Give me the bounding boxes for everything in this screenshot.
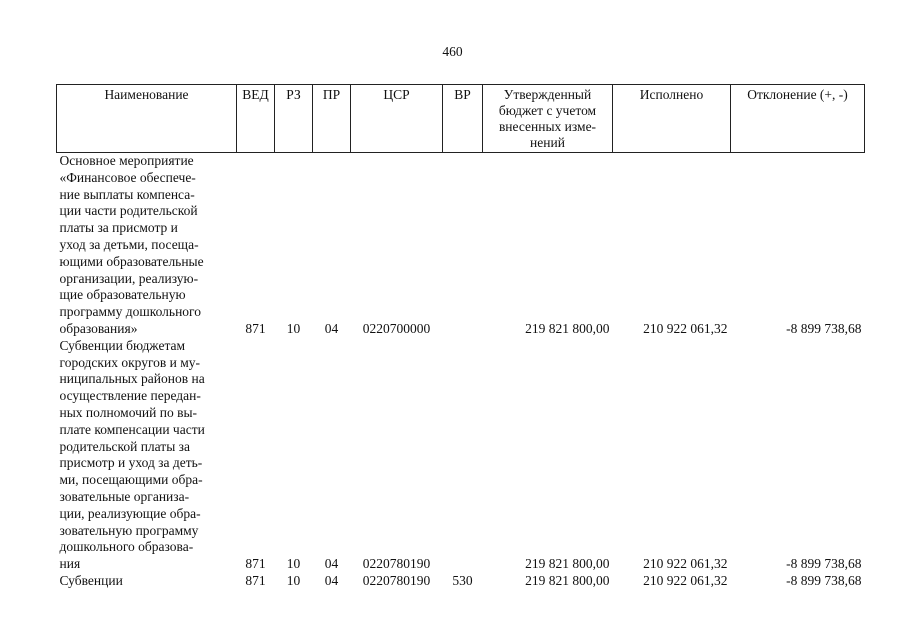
cell-csr: 0220700000 <box>362 320 431 336</box>
name-line: платы за присмотр и <box>59 220 178 236</box>
cell-pr: 04 <box>324 572 339 588</box>
cell-name <box>57 338 237 573</box>
cell-vr <box>443 338 483 573</box>
name-line: присмотр и уход за деть- <box>59 455 203 471</box>
cell-executed: 210 922 061,32 <box>643 572 728 588</box>
name-line: ниципальных районов на <box>59 371 205 387</box>
cell-rz: 10 <box>286 320 301 336</box>
cell-deviation: -8 899 738,68 <box>786 572 862 588</box>
cell-approved: 219 821 800,00 <box>525 572 610 588</box>
name-line: ющими образовательные <box>59 253 204 269</box>
name-line: образования» <box>59 320 138 336</box>
cell-rz: 10 <box>286 572 301 588</box>
name-line: зовательную программу <box>59 522 199 538</box>
name-line: городских округов и му- <box>59 354 201 370</box>
name-line: ции, реализующие обра- <box>59 505 201 521</box>
name-line: ции части родительской <box>59 203 198 219</box>
header-csr: ЦСР <box>351 85 443 153</box>
name-line: зовательные организа- <box>59 488 190 504</box>
name-line: Субвенции бюджетам <box>59 337 186 353</box>
name-line: «Финансовое обеспече- <box>59 169 196 185</box>
table-row <box>57 573 865 590</box>
cell-executed: 210 922 061,32 <box>643 320 728 336</box>
cell-name <box>57 153 237 338</box>
table-row <box>57 153 865 338</box>
header-vr: ВР <box>443 85 483 153</box>
name-line: ния <box>59 556 81 572</box>
cell-deviation: -8 899 738,68 <box>786 320 862 336</box>
cell-ved: 871 <box>245 556 266 572</box>
header-executed: Исполнено <box>613 85 731 153</box>
name-line: ми, посещающими обра- <box>59 472 203 488</box>
name-line: ных полномочий по вы- <box>59 404 198 420</box>
cell-ved: 871 <box>245 572 266 588</box>
name-line: организации, реализую- <box>59 270 199 286</box>
cell-name <box>57 573 237 590</box>
budget-table <box>56 84 865 590</box>
name-line: плате компенсации части <box>59 421 205 437</box>
cell-rz: 10 <box>286 556 301 572</box>
name-line: щие образовательную <box>59 287 186 303</box>
cell-pr: 04 <box>324 320 339 336</box>
cell-pr: 04 <box>324 556 339 572</box>
name-line: Субвенции <box>59 572 123 588</box>
header-ved: ВЕД <box>237 85 275 153</box>
header-rz: РЗ <box>275 85 313 153</box>
table-header-row <box>57 85 865 153</box>
cell-vr <box>443 153 483 338</box>
name-line: Основное мероприятие <box>59 153 194 168</box>
header-pr: ПР <box>313 85 351 153</box>
page-number: 460 <box>442 44 463 59</box>
name-line: родительской платы за <box>59 438 190 454</box>
cell-approved: 219 821 800,00 <box>525 320 610 336</box>
header-approved: Утвержденный бюджет с учетом внесенных изме-нений <box>483 85 613 153</box>
table-row <box>57 338 865 573</box>
name-line: дошкольного образова- <box>59 539 194 555</box>
cell-csr: 0220780190 <box>362 572 431 588</box>
name-line: программу дошкольного <box>59 304 201 320</box>
cell-approved: 219 821 800,00 <box>525 556 610 572</box>
cell-deviation: -8 899 738,68 <box>786 556 862 572</box>
name-line: осуществление передан- <box>59 388 201 404</box>
cell-ved: 871 <box>245 320 266 336</box>
header-deviation: Отклонение (+, -) <box>731 85 865 153</box>
header-name: Наименование <box>57 85 237 153</box>
name-line: уход за детьми, посеща- <box>59 236 199 252</box>
name-line: ние выплаты компенса- <box>59 186 195 202</box>
cell-csr: 0220780190 <box>362 556 431 572</box>
cell-vr: 530 <box>452 572 473 588</box>
cell-executed: 210 922 061,32 <box>643 556 728 572</box>
table-body <box>57 153 865 590</box>
